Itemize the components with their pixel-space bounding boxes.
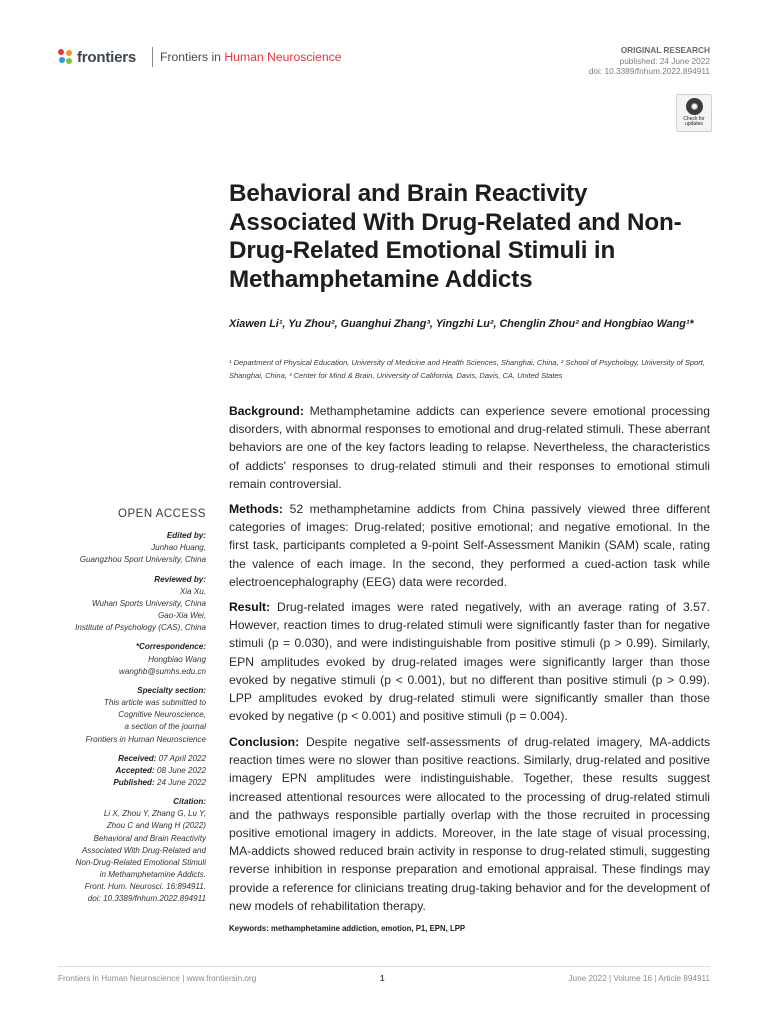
specialty-section-label: Specialty section:	[137, 685, 206, 695]
citation-line: Zhou C and Wang H (2022)	[106, 821, 206, 831]
received-date: Received: 07 April 2022	[118, 753, 206, 763]
accepted-date: Accepted: 08 June 2022	[115, 765, 206, 775]
correspondence-label: *Correspondence:	[135, 642, 206, 652]
published-date-sidebar: Published: 24 June 2022	[113, 777, 206, 787]
citation-line: Li X, Zhou Y, Zhang G, Lu Y,	[103, 809, 206, 819]
article-title: Behavioral and Brain Reactivity Associated With Drug-Related and Non-Drug-Related Emotional Stimuli in Methamphetamine Addicts	[229, 180, 682, 293]
check-updates-label: Check for updates	[683, 116, 705, 128]
result-text: Drug-related images were rated negatively, with an average rating of 3.57. However, reaction times to drug-related stimuli were significantly faster than for negative stimuli (p = 0.030), and were indistinguishable from positive stimuli (p > 0.99). Similarly, EPN amplitudes evoked by drug-related images were significantly larger than those evoked by negative stimuli (p < 0.001), but no different than positive stimuli (p > 0.99). LPP amplitudes evoked by drug-related stimuli were significantly smaller than those evoked by negative (p < 0.001) and positive stimuli (p = 0.004).	[229, 600, 711, 724]
conclusion-label: Conclusion:	[229, 735, 300, 749]
check-updates-icon	[686, 98, 703, 115]
correspondence-name: Hongbiao Wang	[148, 654, 206, 664]
methods-label: Methods:	[229, 502, 283, 516]
abstract-conclusion	[229, 733, 710, 915]
affiliations: ¹ Department of Physical Education, University of Medicine and Health Sciences, Shanghai, China, ² School of Psychology, University of Sport, Shanghai, China, ³ Center for Mind & Brain, University of California, Davis, Davis, CA, United States	[229, 358, 705, 380]
background-label: Background:	[229, 404, 304, 418]
citation-line: Associated With Drug-Related and	[81, 845, 206, 855]
citation-line: in Methamphetamine Addicts.	[99, 870, 206, 880]
citation-doi[interactable]: doi: 10.3389/fnhum.2022.894911	[87, 894, 206, 904]
abstract-methods	[229, 500, 710, 591]
reviewer-affiliation: Institute of Psychology (CAS), China	[75, 623, 206, 633]
edited-by-label: Edited by:	[166, 531, 206, 541]
article-meta	[589, 45, 710, 77]
methods-text: 52 methamphetamine addicts from China passively viewed three different categories of images: Drug-related; positive emotional; and negative emotional. In the first task, participants completed a 9-point Self-Assessment Manikin (SAM) scale, rating the valence of each image. In the second, they performed a cued-action task while electroencephalography (EEG) data were recorded.	[229, 502, 710, 589]
header-divider	[152, 47, 153, 67]
keywords: Keywords: methamphetamine addiction, emotion, P1, EPN, LPP	[229, 924, 466, 933]
background-text: Methamphetamine addicts can experience severe emotional processing disorders, with abnormal responses to emotional and drug-related stimuli. These aberrant behaviors are one of the key factors leading to relapse. Nevertheless, the characteristics of addicts' responses to drug-related stimuli and their responses to emotional stimuli remain controversial.	[229, 404, 710, 491]
specialty-line: Frontiers in Human Neuroscience	[85, 734, 206, 744]
article-type: ORIGINAL RESEARCH	[620, 45, 710, 55]
frontiers-logo[interactable]	[58, 45, 136, 69]
correspondence-email[interactable]: wanghb@sumhs.edu.cn	[119, 666, 206, 676]
reviewer-affiliation: Wuhan Sports University, China	[91, 598, 206, 608]
citation-line: Front. Hum. Neurosci. 16:894911.	[84, 882, 206, 892]
reviewer-name[interactable]: Xia Xu,	[179, 586, 206, 596]
published-label: Published:	[113, 777, 155, 787]
author-list: Xiawen Li¹, Yu Zhou², Guanghui Zhang³, Yingzhi Lu², Chenglin Zhou² and Hongbiao Wang¹*	[229, 318, 694, 330]
specialty-line: Cognitive Neuroscience,	[118, 710, 206, 720]
reviewed-by-label: Reviewed by:	[154, 574, 206, 584]
journal-title: Human Neuroscience	[224, 50, 342, 64]
abstract-result	[229, 598, 710, 725]
received-label: Received:	[118, 753, 157, 763]
published-date: published: 24 June 2022	[619, 55, 710, 66]
result-label: Result:	[229, 600, 271, 614]
editor-name[interactable]: Junhao Huang,	[151, 543, 206, 553]
conclusion-text: Despite negative self-assessments of drug-related imagery, MA-addicts reaction times were no slower than positive reactions. Similarly, drug-related and positive imagery EPN amplitudes were indistinguishable. Together, these results suggest increased attentional resources were allocated to the processing of drug-related stimuli and the pathways responsible partially overlap with the those recruited in processing positive emotional imagery in addicts. Moreover, in the late stage of visual processing, MA-addicts showed reduced brain activity in response to drug-related stimuli, suggesting reverse inhibition in response preparation and emotional appraisal. These findings may provide a reference for clinicians treating drug-taking behavior and for the development of new models of rehabilitation therapy.	[229, 735, 711, 913]
page-number: 1	[380, 974, 385, 983]
citation-label: Citation:	[173, 797, 206, 807]
accepted-label: Accepted:	[115, 765, 155, 775]
abstract-background	[229, 402, 710, 493]
journal-name[interactable]	[160, 50, 342, 64]
open-access-label[interactable]: OPEN ACCESS	[118, 508, 206, 520]
reviewer-name[interactable]: Gao-Xia Wei,	[158, 611, 206, 621]
article-sidebar	[26, 508, 206, 906]
citation-line: Non-Drug-Related Emotional Stimuli	[75, 857, 206, 867]
editor-affiliation: Guangzhou Sport University, China	[79, 555, 206, 565]
journal-prefix: Frontiers in	[160, 50, 221, 64]
footer-journal-link[interactable]: Frontiers in Human Neuroscience | www.frontiersin.org	[58, 974, 257, 983]
doi[interactable]: doi: 10.3389/fnhum.2022.894911	[588, 66, 710, 77]
citation-line: Behavioral and Brain Reactivity	[93, 833, 206, 843]
check-for-updates-badge[interactable]	[676, 94, 712, 132]
specialty-line: This article was submitted to	[103, 698, 206, 708]
frontiers-logo-icon	[58, 49, 74, 65]
footer-divider	[58, 966, 710, 967]
logo-text: frontiers	[77, 48, 137, 66]
footer-issue-info: June 2022 | Volume 16 | Article 894911	[568, 974, 710, 983]
specialty-line: a section of the journal	[124, 722, 206, 732]
